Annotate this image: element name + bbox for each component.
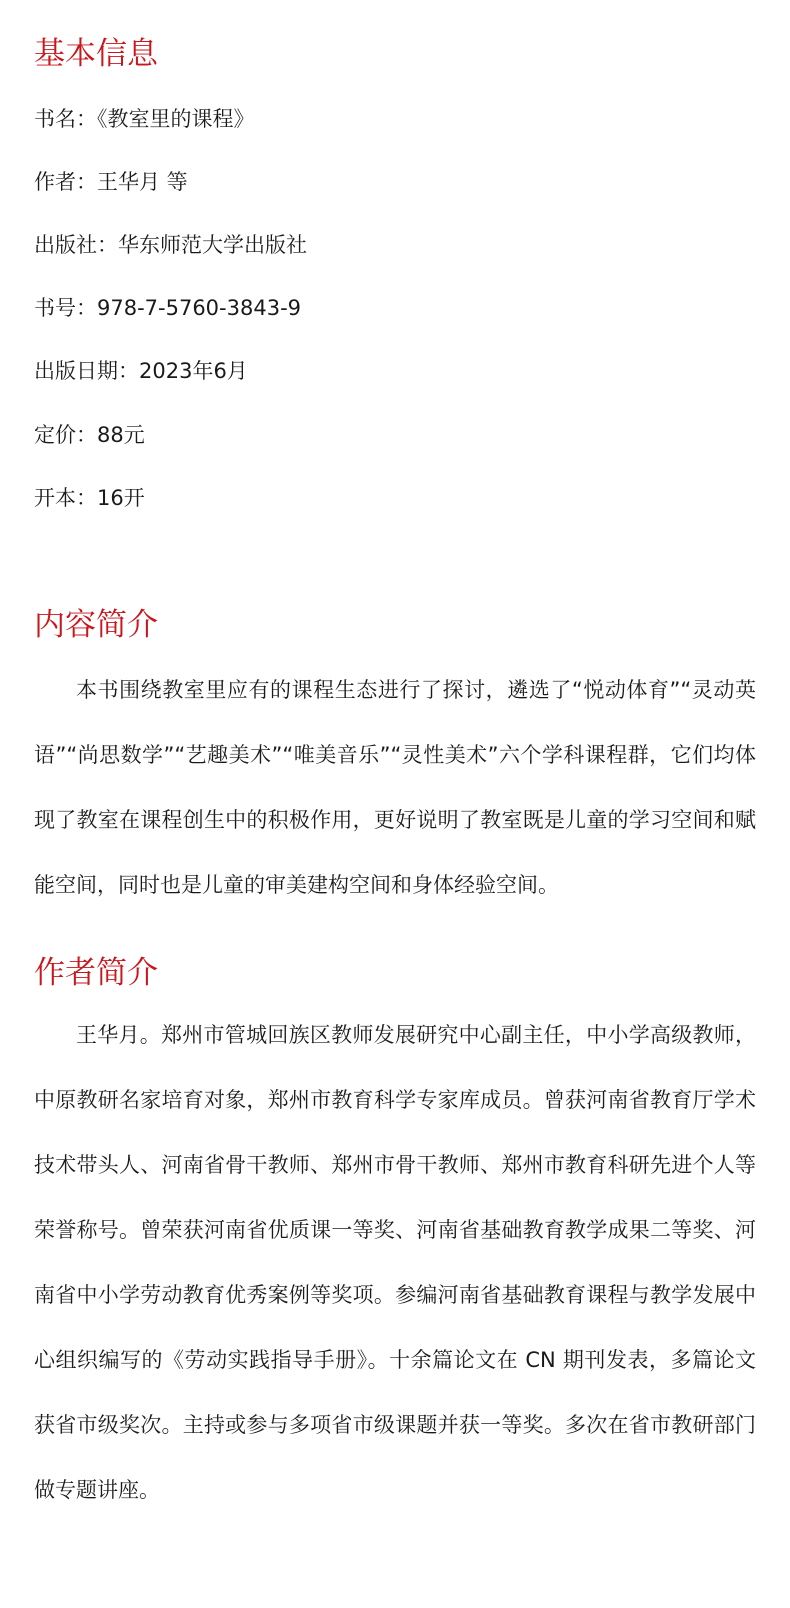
isbn-line: 书号：978-7-5760-3843-9 [34,296,302,320]
author-intro-paragraph: 王华月。郑州市管城回族区教师发展研究中心副主任，中小学高级教师，中原教研名家培育对象，郑州市教育科学专家库成员。曾获河南省教育厅学术技术带头人、河南省骨干教师、郑州市骨干教师、郑州市教育科研先进个人等荣誉称号。曾荣获河南省优质课一等奖、河南省基础教育教学成果二等奖、河南省中小学劳动教育优秀案例等奖项。参编河南省基础教育课程与教学发展中心组织编写的《劳动实践指导手册》。十余篇论文在 CN 期刊发表，多篇论文获省市级奖次。主持或参与多项省市级课题并获一等奖。多次在省市教研部门做专题讲座。 [34,1023,756,1502]
content-intro-paragraph: 本书围绕教室里应有的课程生态进行了探讨，遴选了“悦动体育”“灵动英语”“尚思数学”“艺趣美术”“唯美音乐”“灵性美术”六个学科课程群，它们均体现了教室在课程创生中的积极作用，更好说明了教室既是儿童的学习空间和赋能空间，同时也是儿童的审美建构空间和身体经验空间。 [34,678,756,897]
author-line: 作者：王华月 等 [34,170,188,194]
content-intro-heading: 内容简介 [34,607,158,643]
publisher-line: 出版社：华东师范大学出版社 [34,233,307,257]
author-intro-heading: 作者简介 [34,955,158,991]
format-line: 开本：16开 [34,486,145,510]
basic-info-heading: 基本信息 [34,36,158,72]
publish-date-line: 出版日期：2023年6月 [34,359,248,383]
price-line: 定价：88元 [34,423,145,447]
book-title-line: 书名：《教室里的课程》 [34,107,255,131]
